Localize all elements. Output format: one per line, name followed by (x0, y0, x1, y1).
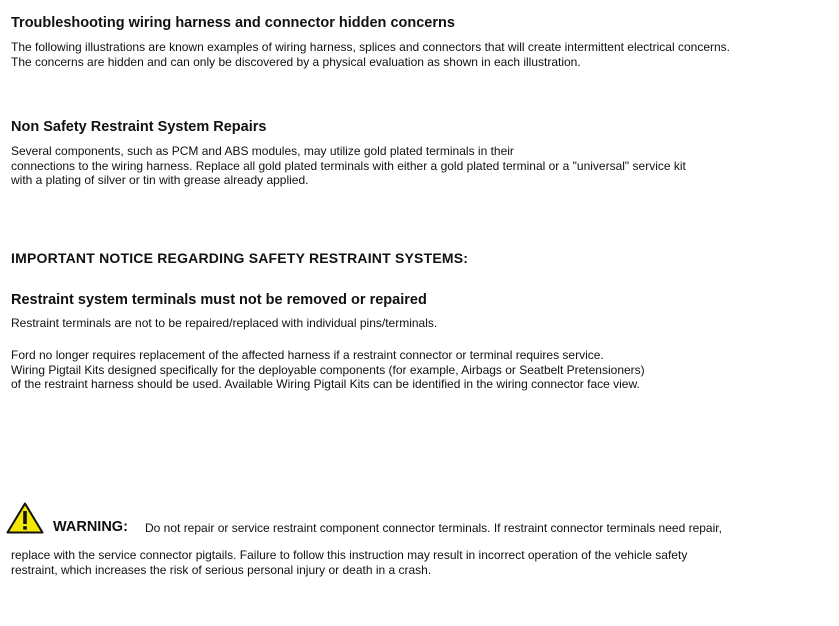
text-line: connections to the wiring harness. Replace all gold plated terminals with either a gold plated terminal or a "universal" service kit (11, 158, 686, 173)
text-line: of the restraint harness should be used. Available Wiring Pigtail Kits can be identified in the wiring connector face view. (11, 377, 640, 391)
warning-text (11, 548, 687, 577)
warning-triangle-icon (6, 502, 44, 534)
text-line: Several components, such as PCM and ABS modules, may utilize gold plated terminals in their (11, 144, 514, 158)
text-line: replace with the service connector pigtails. Failure to follow this instruction may result in incorrect operation of the vehicle safety (11, 548, 688, 562)
text-line: Wiring Pigtail Kits designed specifically for the deployable components (for example, Airbags or Seatbelt Pretensioners) (11, 362, 645, 377)
text-line: The concerns are hidden and can only be discovered by a physical evaluation as shown in each illustration. (11, 54, 581, 69)
paragraph-non-safety (11, 144, 686, 188)
text-line: Ford no longer requires replacement of the affected harness if a restraint connector or terminal requires service. (11, 348, 604, 362)
warning-text-first-line: Do not repair or service restraint component connector terminals. If restraint connector terminals need repair, (145, 521, 722, 535)
text-line: Restraint terminals are not to be repaired/replaced with individual pins/terminals. (11, 316, 438, 330)
section-heading-non-safety: Non Safety Restraint System Repairs (11, 119, 267, 135)
warning-label: WARNING: (53, 519, 128, 535)
paragraph-restraint-terminals (11, 316, 437, 331)
section-heading-troubleshooting: Troubleshooting wiring harness and connector hidden concerns (11, 15, 455, 31)
text-line: The following illustrations are known examples of wiring harness, splices and connectors that will create intermittent electrical concerns. (11, 40, 730, 54)
section-heading-important-notice: IMPORTANT NOTICE REGARDING SAFETY RESTRAINT SYSTEMS: (11, 250, 469, 266)
section-heading-restraint-terminals: Restraint system terminals must not be removed or repaired (11, 292, 427, 308)
paragraph-troubleshooting (11, 40, 730, 69)
text-line: restraint, which increases the risk of serious personal injury or death in a crash. (11, 562, 432, 577)
paragraph-pigtail-kits (11, 348, 645, 392)
text-line: with a plating of silver or tin with grease already applied. (11, 173, 309, 187)
